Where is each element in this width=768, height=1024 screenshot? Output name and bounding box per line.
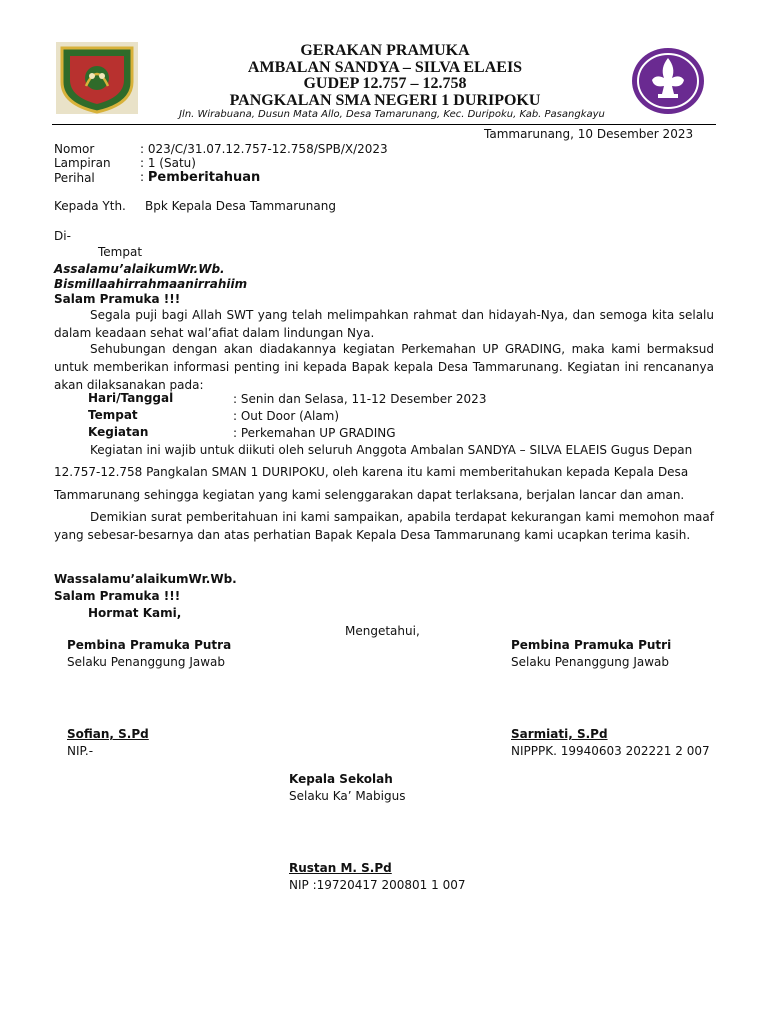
right-signatory-role: Selaku Penanggung Jawab xyxy=(511,655,669,669)
center-signatory-name: Rustan M. S.Pd xyxy=(289,861,392,875)
bismillah: Bismillaahirrahmaanirrahiim xyxy=(54,277,248,291)
paragraph-3-line-2: 12.757-12.758 Pangkalan SMAN 1 DURIPOKU, oleh karena itu kami memberitahukan kepada Kepala Desa xyxy=(54,465,689,479)
ambalan-logo-icon xyxy=(56,42,138,114)
header-divider xyxy=(52,124,716,125)
salam-closing: WassalamuʼalaikumWr.Wb. xyxy=(54,572,237,586)
paragraph-2: Sehubungan dengan akan diadakannya kegiatan Perkemahan UP GRADING, maka kami bermaksud untuk memberikan informasi penting ini kepada Bapak kepala Desa Tammarunang. Kegiatan ini rencananya akan dilaksanakan pada: xyxy=(54,342,714,392)
center-signatory-title: Kepala Sekolah xyxy=(289,772,393,786)
right-signatory-name: Sarmiati, S.Pd xyxy=(511,727,608,741)
nomor-value: : 023/C/31.07.12.757-12.758/SPB/X/2023 xyxy=(140,142,388,156)
paragraph-3-line-3: Tammarunang sehingga kegiatan yang kami selenggarakan dapat terlaksana, berjalan lancar dan aman. xyxy=(54,488,685,502)
hormat-kami: Hormat Kami, xyxy=(88,606,182,620)
kepada-value: Bpk Kepala Desa Tammarunang xyxy=(145,199,336,213)
left-signatory-role: Selaku Penanggung Jawab xyxy=(67,655,225,669)
gudep-number: GUDEP 12.757 – 12.758 xyxy=(303,75,467,92)
org-name: GERAKAN PRAMUKA xyxy=(300,42,470,59)
letter-date: Tammarunang, 10 Desember 2023 xyxy=(484,127,694,141)
right-signatory-title: Pembina Pramuka Putri xyxy=(511,638,672,652)
nomor-label: Nomor xyxy=(54,142,95,156)
di-label: Di- xyxy=(54,229,71,243)
paragraph-1: Segala puji bagi Allah SWT yang telah melimpahkan rahmat dan hidayah-Nya, dan semoga kita selalu dalam keadaan sehat wal’afiat dalam lindungan Nya. xyxy=(54,308,714,340)
left-signatory-name: Sofian, S.Pd xyxy=(67,727,149,741)
paragraph-3-line-1: Kegiatan ini wajib untuk diikuti oleh seluruh Anggota Ambalan SANDYA – SILVA ELAEIS Gugus Depan xyxy=(90,443,693,457)
perihal-value: Pemberitahuan xyxy=(147,170,261,185)
lampiran-value: : 1 (Satu) xyxy=(140,156,196,170)
perihal-colon: : xyxy=(140,170,148,184)
perihal-field xyxy=(140,170,260,185)
kepada-label: Kepada Yth. xyxy=(54,199,126,213)
detail-value-hari: : Senin dan Selasa, 11-12 Desember 2023 xyxy=(233,392,487,406)
salam-pramuka-opening: Salam Pramuka !!! xyxy=(54,292,181,306)
left-signatory-nip: NIP.- xyxy=(67,744,94,758)
ambalan-name: AMBALAN SANDYA – SILVA ELAEIS xyxy=(247,59,523,76)
detail-label-hari: Hari/Tanggal xyxy=(88,391,174,405)
lampiran-label: Lampiran xyxy=(54,156,111,170)
paragraph-4: Demikian surat pemberitahuan ini kami sampaikan, apabila terdapat kekurangan kami memohon maaf yang sebesar-besarnya dan atas perhatian Bapak Kepala Desa Tammarunang kami ucapkan terima kasih. xyxy=(54,510,714,542)
right-signatory-nip: NIPPPK. 19940603 202221 2 007 xyxy=(511,744,710,758)
center-signatory-role: Selaku Ka’ Mabigus xyxy=(289,789,406,803)
salam-pramuka-closing: Salam Pramuka !!! xyxy=(54,589,181,603)
mengetahui: Mengetahui, xyxy=(345,624,420,638)
tempat-label: Tempat xyxy=(98,245,143,259)
perihal-label: Perihal xyxy=(54,171,95,185)
salam-opening: Assalamu’alaikumWr.Wb. xyxy=(54,262,225,276)
scout-emblem-icon xyxy=(630,46,706,116)
school-name: PANGKALAN SMA NEGERI 1 DURIPOKU xyxy=(229,92,541,109)
detail-label-kegiatan: Kegiatan xyxy=(88,425,149,439)
center-signatory-nip: NIP :19720417 200801 1 007 xyxy=(289,878,466,892)
detail-value-tempat: : Out Door (Alam) xyxy=(233,409,340,423)
detail-value-kegiatan: : Perkemahan UP GRADING xyxy=(233,426,396,440)
detail-label-tempat: Tempat xyxy=(88,408,138,422)
address: Jln. Wirabuana, Dusun Mata Allo, Desa Tamarunang, Kec. Duripoku, Kab. Pasangkayu xyxy=(179,109,605,120)
left-signatory-title: Pembina Pramuka Putra xyxy=(67,638,232,652)
